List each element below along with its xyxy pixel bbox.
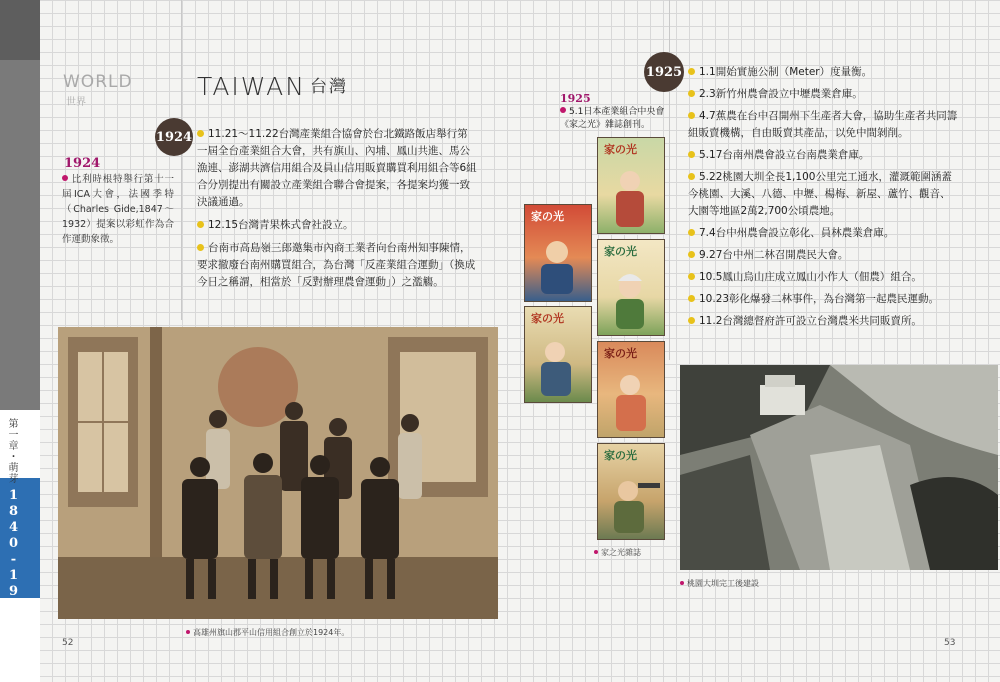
historical-group-photo [58, 327, 498, 619]
bullet-dot-icon [680, 581, 684, 585]
cover-title: 家の光 [531, 210, 564, 223]
cover-title: 家の光 [604, 347, 637, 360]
timeline-item-text: 11.21～11.22台灣產業組合協會於台北鐵路飯店舉行第一屆全台產業組合大會，共有旗山、內埔、鳳山共進、馬公漁連、澎湖共濟信用組合及員山信用販賣購買利用組合等6組合分別提出有關設立產業組合聯合會提案，各提案均獲一致決議通過。 [197, 128, 477, 208]
taiwan-title-en: TAIWAN [197, 72, 306, 101]
magazine-cover [597, 137, 665, 234]
timeline-item [197, 240, 477, 291]
timeline-item-text: 7.4台中州農會設立彰化、員林農業倉庫。 [699, 227, 895, 239]
bullet-dot-icon [560, 107, 566, 113]
magazine-entry-text: 5.1日本產業組合中央會《家之光》雜誌創刊。 [560, 107, 665, 130]
bullet-dot-icon [688, 295, 695, 302]
left-photo-caption-text: 高雄州旗山郡平山信用組合創立於1924年。 [193, 628, 350, 637]
page-number-left: 52 [62, 638, 74, 648]
magazine-cover [597, 341, 665, 438]
cover-farm-woman-illustration [525, 326, 589, 396]
cover-title: 家の光 [531, 312, 564, 325]
timeline-item-text: 5.17台南州農會設立台南農業倉庫。 [699, 149, 870, 161]
timeline-item-text: 5.22桃園大圳全長1,100公里完工通水，灌溉範圍涵蓋今桃園、大溪、八德、中壢、楊梅、新屋、蘆竹、觀音、大園等地區2萬2,700公頃農地。 [688, 171, 952, 217]
world-entry-text: 比利時根特舉行第十一屆ICA大會，法國季特（Charles Gide,1847～1932）提案以彩虹作為合作運動象徵。 [62, 174, 174, 245]
cover-title: 家の光 [604, 143, 637, 156]
timeline-item-text: 12.15台灣青果株式會社設立。 [208, 219, 354, 231]
magazine-cover [524, 204, 592, 302]
timeline-item [688, 247, 958, 264]
world-year: 1924 [64, 156, 101, 171]
cover-sailor-illustration [525, 224, 589, 294]
taiwan-title-zh: 台灣 [309, 77, 348, 97]
bullet-dot-icon [186, 630, 190, 634]
cover-woman-scarf-illustration [598, 259, 662, 329]
magazine-cover [524, 306, 592, 403]
bullet-dot-icon [688, 68, 695, 75]
magazine-caption-text: 家之光雜誌 [601, 548, 641, 557]
cover-woman-illustration [598, 157, 662, 227]
magazine-entry [560, 106, 670, 132]
timeline-item [688, 169, 958, 220]
bullet-dot-icon [688, 251, 695, 258]
timeline-item [688, 64, 958, 81]
era-label: 1840-1945 [6, 488, 21, 632]
timeline-item [688, 86, 958, 103]
magazine-cover [597, 239, 665, 336]
year-badge-1925: 1925 [644, 52, 684, 92]
timeline-item-text: 4.7蕉農在台中召開州下生產者大會，協助生產者共同籌組販賣機構，自由販賣其產品，以免中間剝削。 [688, 110, 958, 139]
chapter-label: 第一章・萌芽 [6, 418, 17, 484]
timeline-list-1925 [688, 64, 958, 335]
timeline-item [197, 217, 477, 234]
timeline-item [197, 126, 477, 211]
bullet-dot-icon [688, 229, 695, 236]
column-divider [181, 0, 182, 320]
world-title: WORLD [63, 72, 133, 92]
bullet-dot-icon [688, 112, 695, 119]
bullet-dot-icon [62, 175, 68, 181]
right-photo-caption [680, 578, 759, 589]
world-subtitle: 世界 [66, 97, 86, 108]
cover-soldier-illustration [598, 463, 662, 533]
bullet-dot-icon [594, 550, 598, 554]
timeline-item-text: 台南市高島嶺三郎邀集市內商工業者向台南州知事陳情，要求撤廢台南州購買組合，為台灣「反產業組合運動」（換成今日之稱謂，相當於「反對辦理農會運動」）之濫觴。 [197, 242, 476, 288]
timeline-item [688, 313, 958, 330]
right-photo-caption-text: 桃園大圳完工後建設 [687, 579, 759, 588]
bullet-dot-icon [688, 273, 695, 280]
bullet-dot-icon [197, 130, 204, 137]
timeline-item [688, 147, 958, 164]
dam-construction-photo [680, 365, 998, 570]
timeline-item [688, 108, 958, 142]
timeline-item-text: 10.5鳳山烏山庄成立鳳山小作人（佃農）組合。 [699, 271, 922, 283]
timeline-item-text: 1.1開始實施公制（Meter）度量衡。 [699, 66, 873, 78]
year-badge-1924: 1924 [155, 118, 193, 156]
bullet-dot-icon [688, 173, 695, 180]
timeline-list-1924 [197, 126, 477, 297]
dam-photo-illustration [680, 365, 998, 570]
timeline-item-text: 10.23彰化爆發二林事件，為台灣第一起農民運動。 [699, 293, 940, 305]
timeline-item-text: 11.2台灣總督府許可設立台灣農米共同販賣所。 [699, 315, 922, 327]
side-tab-grey [0, 0, 40, 410]
side-tab-dark [0, 0, 40, 60]
taiwan-title [197, 72, 348, 101]
group-photo-illustration [58, 327, 498, 619]
cover-title: 家の光 [604, 449, 637, 462]
bullet-dot-icon [688, 317, 695, 324]
timeline-item-text: 2.3新竹州農會設立中壢農業倉庫。 [699, 88, 863, 100]
left-photo-caption [186, 627, 349, 638]
cover-seated-woman-illustration [598, 361, 662, 431]
bullet-dot-icon [197, 221, 204, 228]
magazine-year: 1925 [560, 92, 591, 105]
magazine-cover [597, 443, 665, 540]
bullet-dot-icon [688, 90, 695, 97]
bullet-dot-icon [688, 151, 695, 158]
timeline-item [688, 291, 958, 308]
magazine-caption [594, 547, 641, 558]
bullet-dot-icon [197, 244, 204, 251]
timeline-item [688, 225, 958, 242]
cover-title: 家の光 [604, 245, 637, 258]
timeline-item [688, 269, 958, 286]
timeline-item-text: 9.27台中州二林召開農民大會。 [699, 249, 849, 261]
world-entry [62, 172, 174, 247]
page-number-right: 53 [944, 638, 956, 648]
